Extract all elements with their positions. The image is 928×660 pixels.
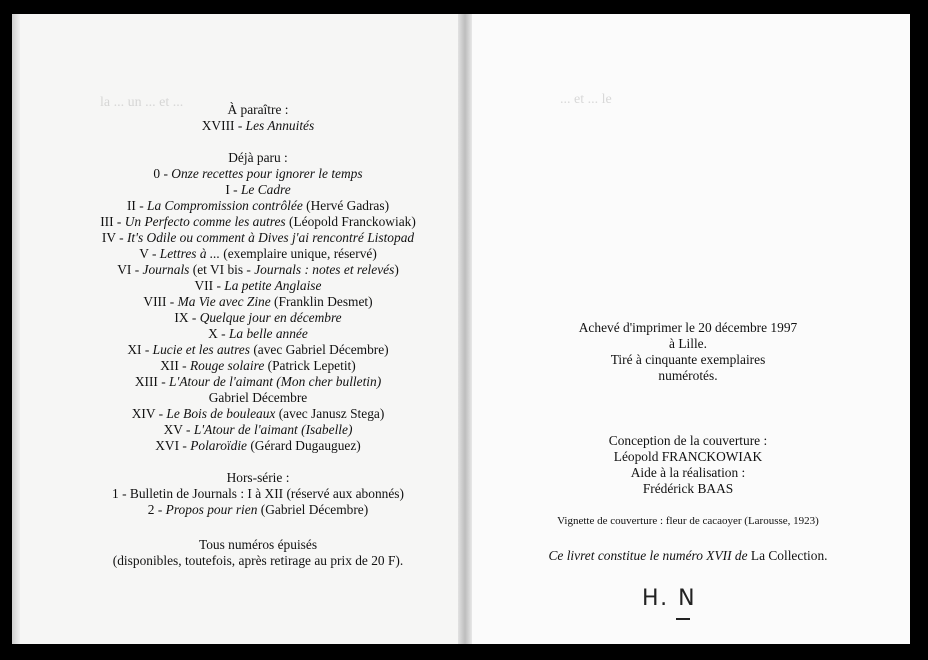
list-item: [28, 342, 488, 358]
list-item-title: Lettres à ...: [159, 246, 220, 261]
list-item-num: VI -: [117, 262, 143, 277]
forthcoming-heading: À paraître :: [227, 102, 289, 117]
list-item: [28, 262, 488, 278]
list-item-suffix: (Gabriel Décembre): [257, 502, 369, 517]
list-item-num: III -: [100, 214, 125, 229]
handwritten-number: H. N: [642, 586, 697, 611]
list-item-suffix: (Gérard Dugauguez): [246, 438, 361, 453]
list-item-title: Un Perfecto comme les autres: [124, 214, 286, 229]
list-item-title: Quelque jour en décembre: [199, 310, 342, 325]
availability-line: (disponibles, toutefois, après retirage au prix de 20 F).: [112, 553, 404, 568]
list-item-title: Onze recettes pour ignorer le temps: [171, 166, 363, 181]
colophon-line: Achevé d'imprimer le 20 décembre 1997: [578, 320, 798, 335]
list-item-suffix2: ): [394, 262, 399, 277]
collection-note: [466, 548, 910, 564]
list-item-title: Journals: [142, 262, 190, 277]
list-item-suffix: (et VI bis -: [189, 262, 255, 277]
list-item-num: XVI -: [155, 438, 191, 453]
list-item: [28, 502, 488, 518]
list-item-suffix: (Léopold Franckowiak): [285, 214, 416, 229]
credits-line: Frédérick BAAS: [642, 481, 734, 496]
list-item-title: L'Atour de l'aimant (Mon cher bulletin): [169, 374, 382, 389]
show-through-text: la ... un ... et ...: [100, 95, 184, 110]
list-item: [28, 438, 488, 454]
list-item-num: VII -: [194, 278, 225, 293]
colophon-line: Tiré à cinquante exemplaires: [610, 352, 766, 367]
list-item: [28, 390, 488, 406]
list-item: [28, 486, 488, 502]
list-item: [28, 182, 488, 198]
list-item-num: 1 -: [112, 486, 130, 501]
left-page-edge: [12, 14, 20, 644]
list-item: [28, 230, 488, 246]
list-item-num: XIV -: [131, 406, 167, 421]
list-item-num: IV -: [101, 230, 127, 245]
list-item-title: La Compromission contrôlée: [147, 198, 303, 213]
list-item: [28, 294, 488, 310]
list-item: [28, 358, 488, 374]
list-item-num: II -: [126, 198, 148, 213]
list-item-num: 2 -: [147, 502, 166, 517]
list-item: [28, 198, 488, 214]
colophon: [466, 320, 910, 384]
list-item-title: La petite Anglaise: [224, 278, 322, 293]
availability-line: Tous numéros épuisés: [198, 537, 318, 552]
list-item-suffix: (avec Gabriel Décembre): [249, 342, 389, 357]
credits-line: Conception de la couverture :: [608, 433, 768, 448]
list-item: XVIII - Les Annuités: [201, 118, 315, 133]
colophon-line: à Lille.: [669, 336, 707, 351]
list-item-title: Rouge solaire: [190, 358, 265, 373]
list-item: [28, 406, 488, 422]
list-item-num: I -: [225, 182, 241, 197]
list-item-suffix: (avec Janusz Stega): [275, 406, 385, 421]
already-published-heading: Déjà paru :: [228, 150, 288, 165]
vignette-credit: Vignette de couverture : fleur de cacaoyer (Larousse, 1923): [557, 515, 819, 527]
list-item-title: Ma Vie avec Zine: [177, 294, 271, 309]
list-item: [28, 422, 488, 438]
list-item-suffix: Bulletin de Journals : I à XII (réservé aux abonnés): [129, 486, 404, 501]
list-item-suffix: (Franklin Desmet): [270, 294, 373, 309]
list-item-title: L'Atour de l'aimant (Isabelle): [193, 422, 353, 437]
list-item-title: Le Bois de bouleaux: [166, 406, 276, 421]
forthcoming-section: [28, 102, 488, 134]
list-item-title: It's Odile ou comment à Dives j'ai rencontré Listopad: [126, 230, 415, 245]
list-item-num: XIII -: [134, 374, 170, 389]
special-series-heading: Hors-série :: [226, 470, 290, 485]
list-item-suffix: (exemplaire unique, réservé): [219, 246, 377, 261]
list-item-num: XV -: [163, 422, 194, 437]
availability-note: [28, 537, 488, 569]
handwritten-underline: [676, 618, 690, 620]
credits: [466, 433, 910, 497]
list-item-suffix: Gabriel Décembre: [208, 390, 308, 405]
list-item-title: Le Cadre: [240, 182, 291, 197]
list-item-num: XI -: [127, 342, 153, 357]
list-item-num: 0 -: [153, 166, 172, 181]
list-item-title: Lucie et les autres: [152, 342, 250, 357]
list-item-num: V -: [139, 246, 160, 261]
list-item: [28, 246, 488, 262]
list-item: [28, 166, 488, 182]
list-item-suffix: (Patrick Lepetit): [264, 358, 356, 373]
credits-line: Aide à la réalisation :: [630, 465, 746, 480]
list-item-title: La belle année: [228, 326, 308, 341]
list-item: [28, 214, 488, 230]
list-item: [28, 374, 488, 390]
list-item-num: XII -: [160, 358, 190, 373]
list-item-suffix: (Hervé Gadras): [302, 198, 390, 213]
special-series-section: [28, 470, 488, 518]
list-item-title2: Journals : notes et relevés: [254, 262, 395, 277]
list-item-num: X -: [208, 326, 229, 341]
list-item-title: Polaroïdie: [190, 438, 247, 453]
list-item: [28, 278, 488, 294]
list-item-title: Propos pour rien: [165, 502, 258, 517]
credits-line: Léopold FRANCKOWIAK: [613, 449, 763, 464]
collection-note-prefix: Ce livret constitue le numéro XVII de: [548, 548, 748, 563]
colophon-line: numérotés.: [658, 368, 718, 383]
already-published-section: [28, 150, 488, 454]
list-item: [28, 326, 488, 342]
list-item-num: IX -: [174, 310, 200, 325]
list-item: [28, 310, 488, 326]
collection-note-suffix: La Collection.: [747, 548, 828, 563]
show-through-text: ... et ... le: [560, 92, 612, 107]
list-item-num: VIII -: [143, 294, 178, 309]
